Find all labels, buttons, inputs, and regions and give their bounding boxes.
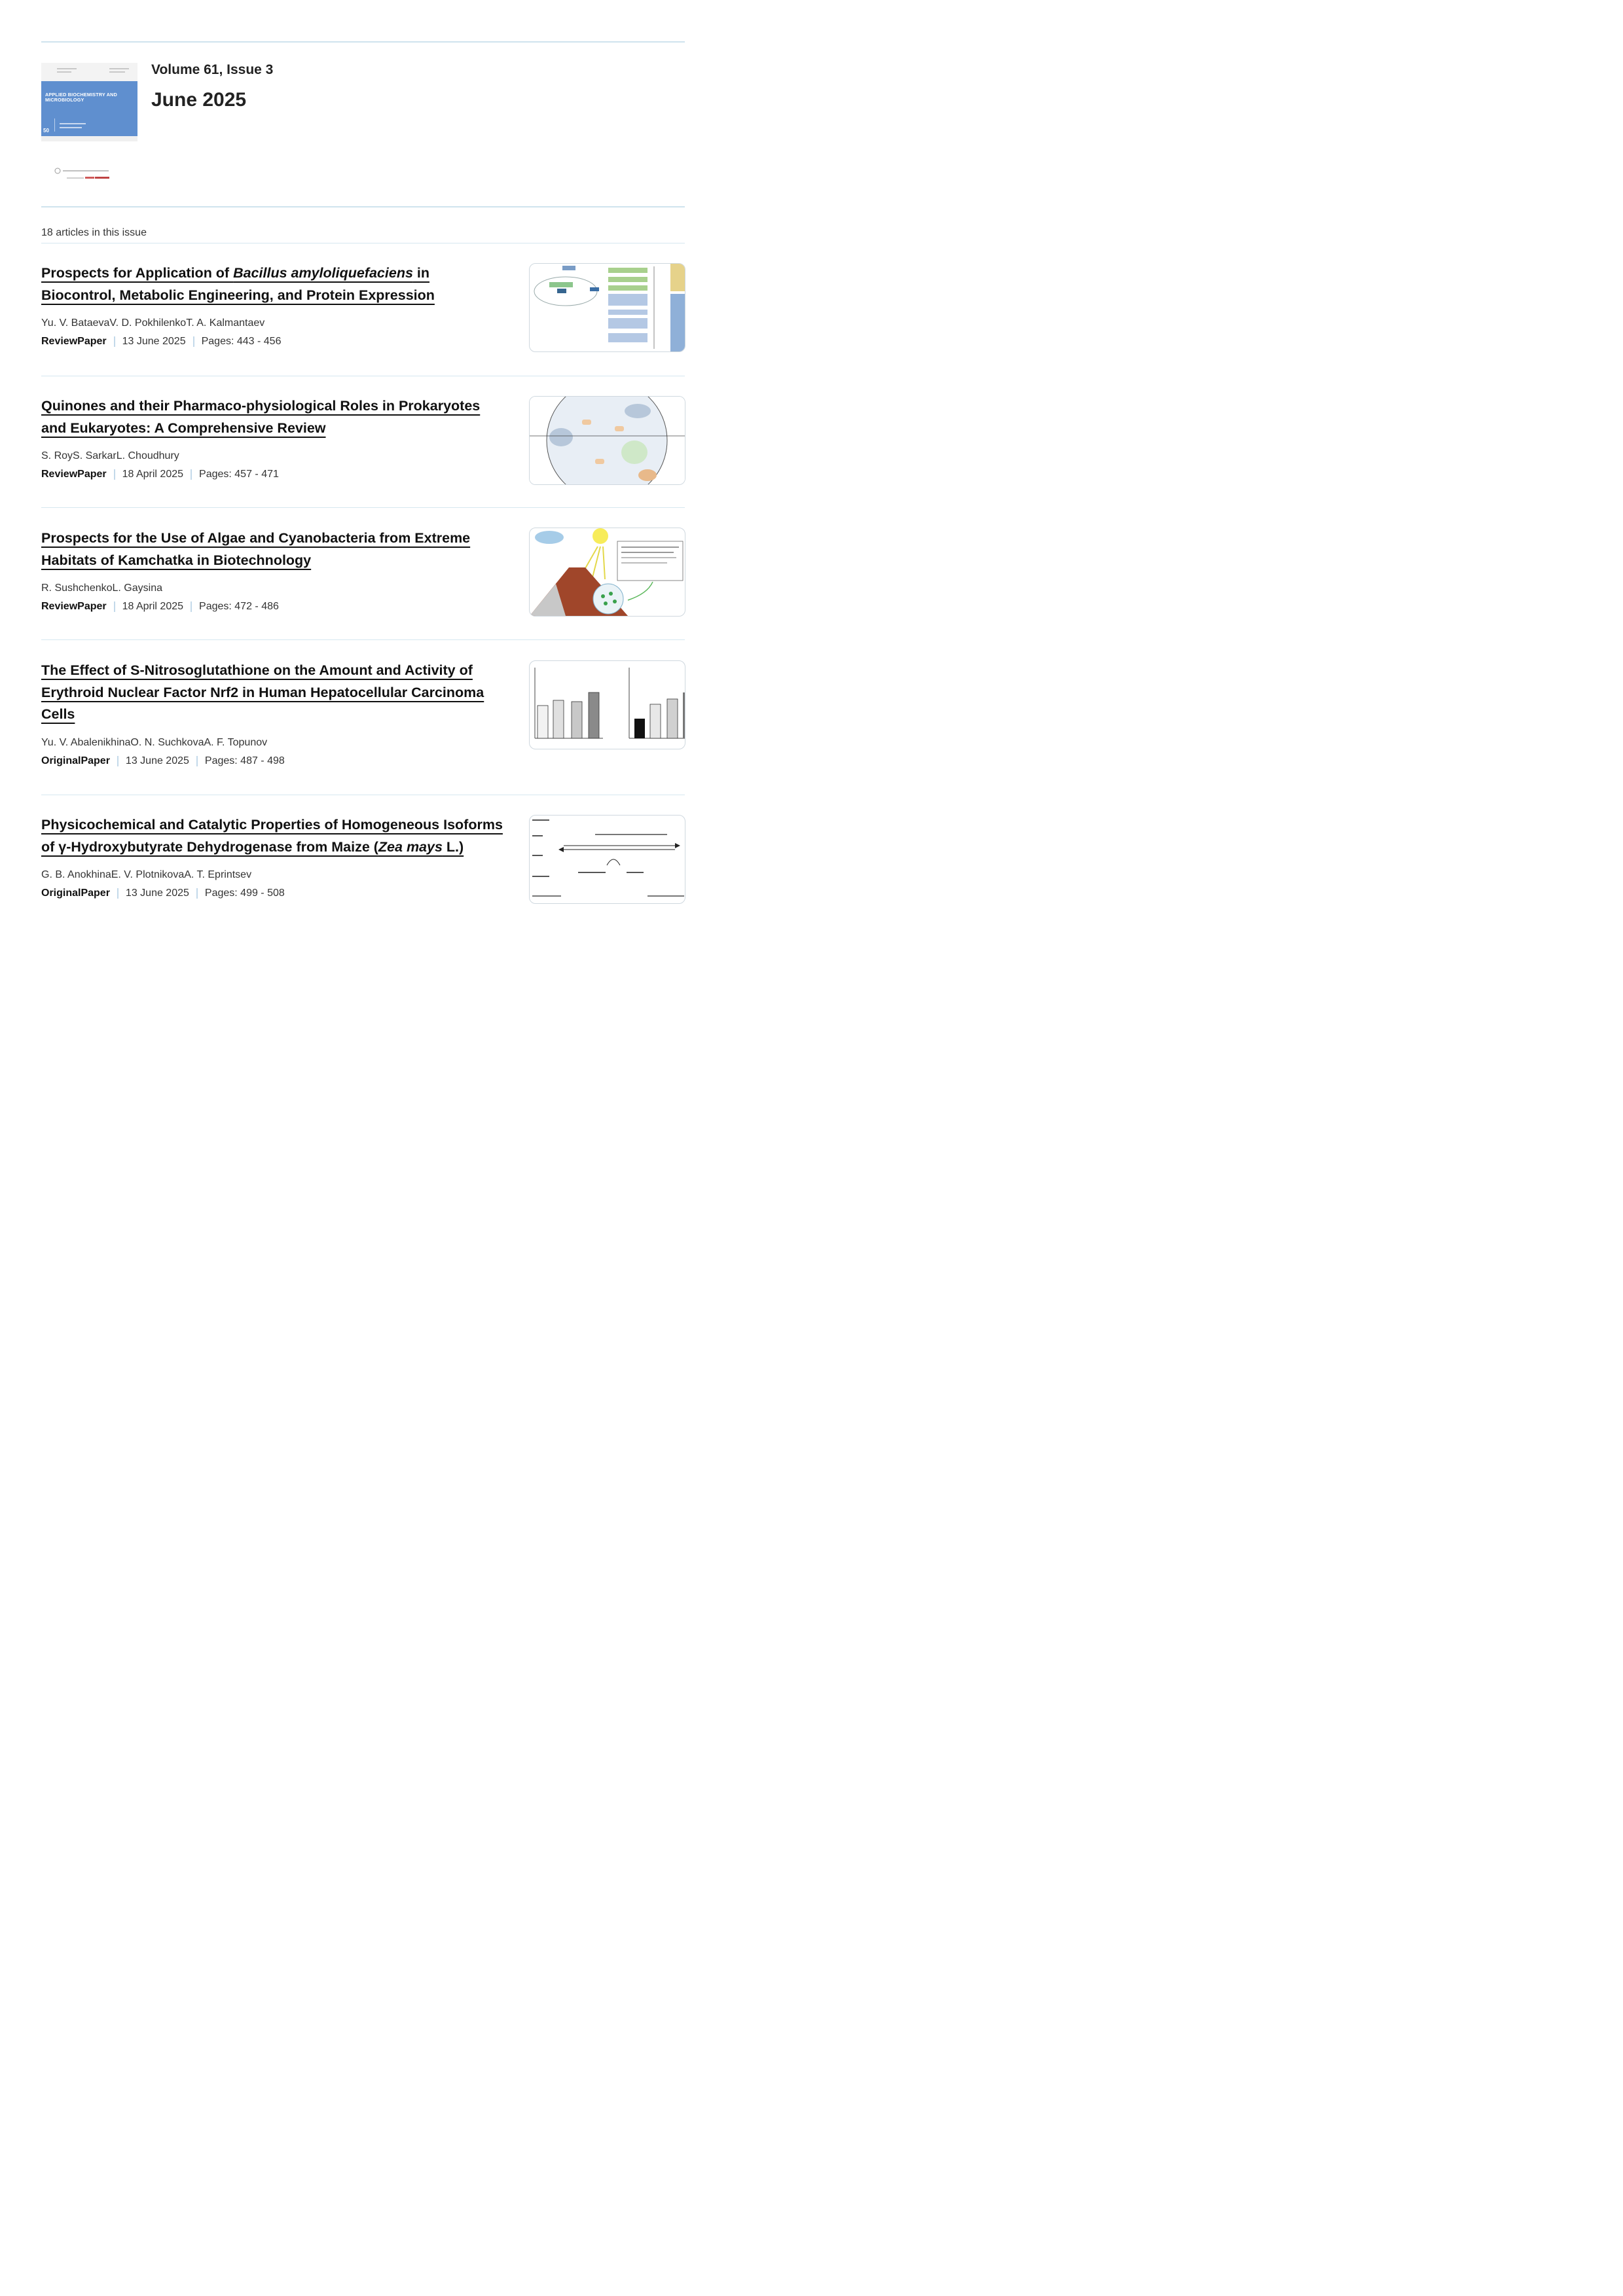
meta-separator (196, 756, 198, 766)
article-date: 18 April 2025 (122, 469, 184, 480)
article-divider (41, 507, 685, 508)
article-authors: R. SushchenkoL. Gaysina (41, 583, 162, 594)
article-pages: Pages: 457 - 471 (199, 469, 279, 480)
article-title-link[interactable]: Prospects for Application of Bacillus amyloliquefaciens in Biocontrol, Metabolic Engineering, and Protein Expression (41, 265, 435, 303)
article-title (41, 528, 503, 571)
article-pages: Pages: 487 - 498 (204, 755, 285, 766)
cover-line (60, 127, 82, 128)
article-figure-thumbnail[interactable] (529, 263, 685, 352)
cover-line (109, 71, 125, 73)
cover-title: APPLIED BIOCHEMISTRY AND MICROBIOLOGY (45, 92, 117, 103)
article-date: 18 April 2025 (122, 601, 184, 612)
article-pages: Pages: 443 - 456 (201, 336, 282, 347)
article-figure-thumbnail[interactable] (529, 815, 685, 904)
meta-separator (117, 888, 119, 899)
cover-line (109, 68, 129, 69)
journal-cover-image[interactable] (41, 63, 137, 141)
article-figure-thumbnail[interactable] (529, 528, 685, 617)
article-pages: Pages: 499 - 508 (204, 888, 285, 899)
article-card (41, 262, 685, 348)
article-meta (41, 755, 685, 767)
cover-line (57, 71, 71, 73)
article-title-link[interactable]: The Effect of S-Nitrosoglutathione on the Amount and Activity of Erythroid Nuclear Factor Nrf2 in Human Hepatocellular Carcinoma Cells (41, 662, 484, 722)
article-title (41, 395, 503, 439)
meta-separator (114, 469, 115, 480)
issue-volume-label: Volume 61, Issue 3 (151, 62, 274, 77)
article-title (41, 262, 503, 306)
article-date: 13 June 2025 (125, 755, 189, 766)
meta-separator (114, 601, 115, 612)
meta-separator (196, 888, 198, 899)
cover-footer-strip (41, 136, 137, 141)
article-title (41, 660, 503, 726)
article-title-link[interactable]: Prospects for the Use of Algae and Cyanobacteria from Extreme Habitats of Kamchatka in Biotechnology (41, 530, 471, 568)
article-authors: S. RoyS. SarkarL. Choudhury (41, 450, 179, 461)
article-card (41, 528, 685, 613)
cover-badge: 50 (43, 128, 49, 134)
article-title-link[interactable]: Quinones and their Pharmaco-physiological Roles in Prokaryotes and Eukaryotes: A Comprehensive Review (41, 398, 481, 436)
article-date: 13 June 2025 (122, 336, 186, 347)
article-authors: Yu. V. AbalenikhinaO. N. SuchkovaA. F. Topunov (41, 736, 268, 748)
meta-separator (114, 336, 115, 347)
meta-separator (193, 336, 194, 347)
article-pages: Pages: 472 - 486 (199, 601, 279, 612)
article-type: OriginalPaper (41, 888, 110, 899)
header-divider (41, 206, 685, 207)
article-figure-thumbnail[interactable] (529, 660, 685, 749)
article-authors: Yu. V. BataevaV. D. PokhilenkoT. A. Kalmantaev (41, 317, 265, 329)
article-authors: G. B. AnokhinaE. V. PlotnikovaA. T. Eprintsev (41, 869, 252, 880)
articles-count: 18 articles in this issue (41, 227, 147, 238)
article-card (41, 814, 685, 899)
article-card (41, 660, 685, 767)
article-figure-thumbnail[interactable] (529, 396, 685, 485)
meta-separator (191, 469, 192, 480)
article-type: ReviewPaper (41, 336, 107, 347)
cover-line (57, 68, 77, 69)
article-type: ReviewPaper (41, 469, 107, 480)
article-title (41, 814, 503, 858)
meta-separator (191, 601, 192, 612)
top-divider (41, 41, 685, 43)
publisher-logo (54, 167, 131, 183)
article-type: OriginalPaper (41, 755, 110, 766)
article-title-link[interactable]: Physicochemical and Catalytic Properties of Homogeneous Isoforms of γ-Hydroxybutyrate Dehydrogenase from Maize (Zea mays L.) (41, 817, 503, 855)
article-type: ReviewPaper (41, 601, 107, 612)
cover-line (60, 123, 86, 124)
article-divider (41, 639, 685, 640)
article-date: 13 June 2025 (125, 888, 189, 899)
issue-date: June 2025 (151, 89, 247, 111)
meta-separator (117, 756, 119, 766)
article-card (41, 395, 685, 480)
